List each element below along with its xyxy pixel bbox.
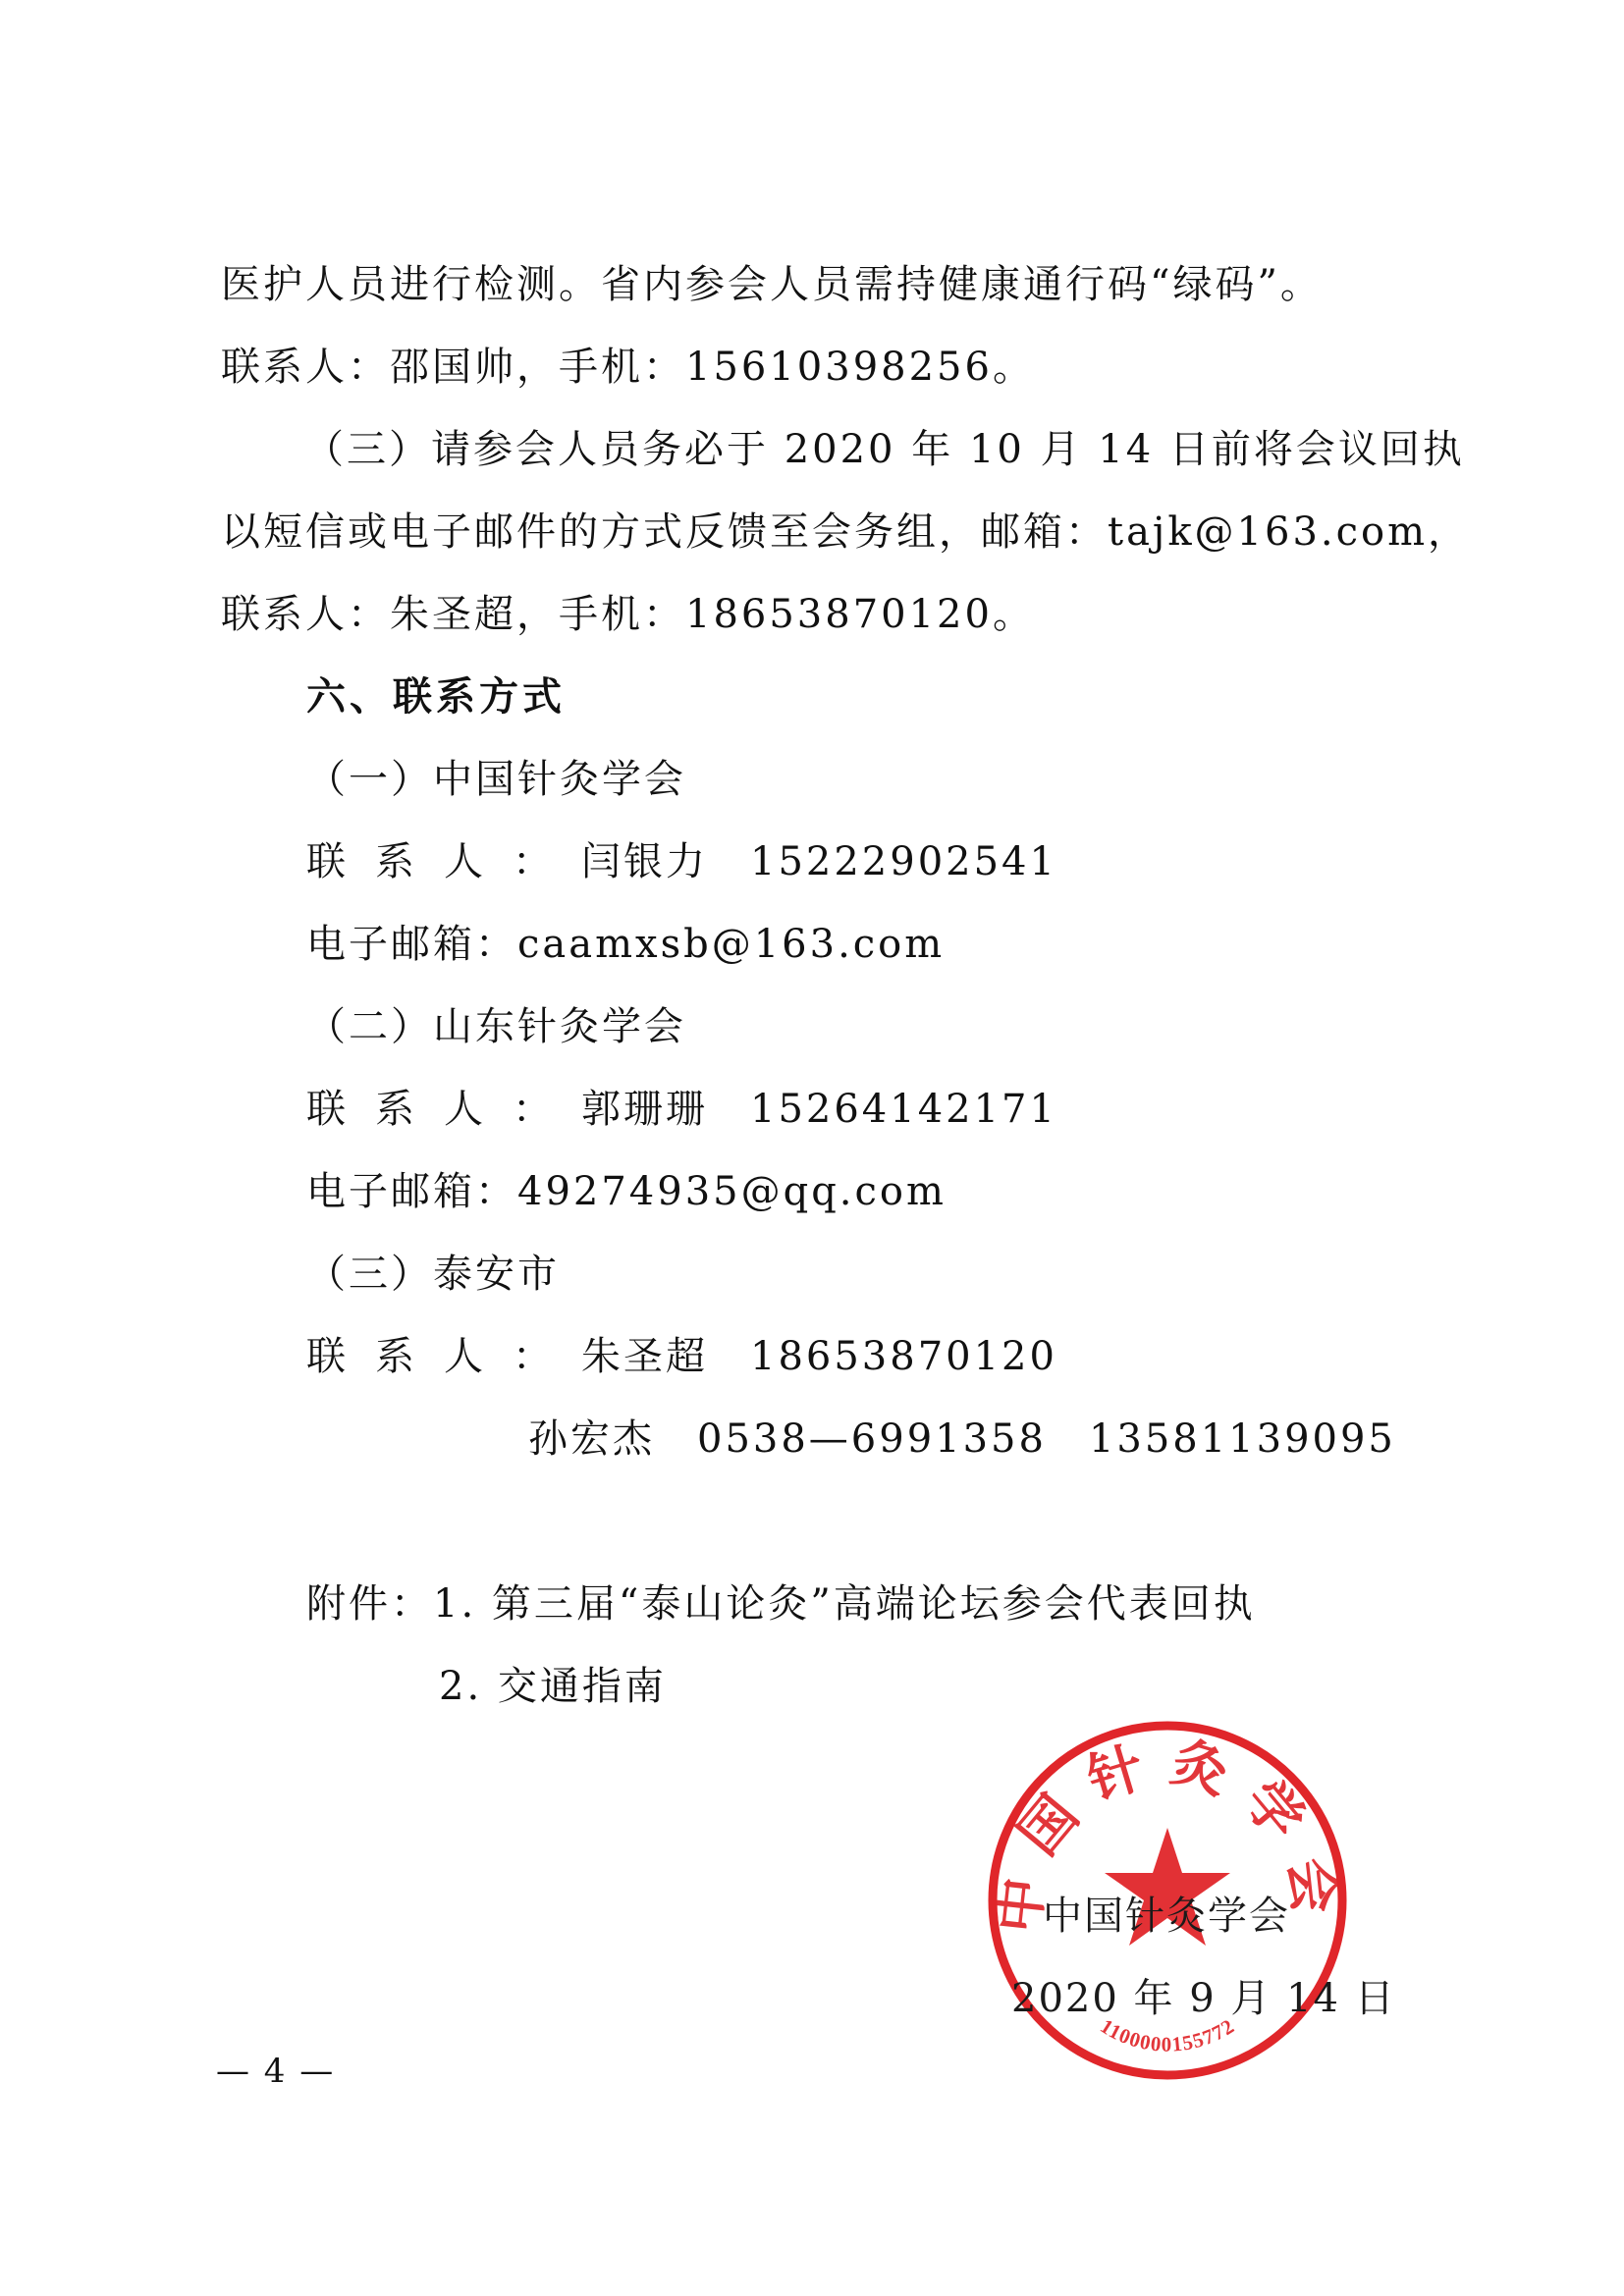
signature-date: 2020 年 9 月 14 日 [1011, 1976, 1396, 2021]
signature-org: 中国针灸学会 [1043, 1894, 1290, 1939]
org1-email-label: 电子邮箱： [306, 922, 517, 967]
org2-email-label: 电子邮箱： [306, 1169, 517, 1214]
org2-title: （二）山东针灸学会 [306, 1004, 686, 1049]
body-paragraph-2-line-2: 以短信或电子邮件的方式反馈至会务组，邮箱：tajk@163.com， [221, 509, 1471, 555]
attachments-label: 附件： [306, 1581, 433, 1627]
seal-number-path: 1100000155772 [1096, 2013, 1239, 2056]
body-paragraph-2-line-1: （三）请参会人员务必于 2020 年 10 月 14 日前将会议回执 [304, 427, 1465, 472]
org3-contact-value-2: 孙宏杰 0538—6991358 13581139095 [528, 1416, 1396, 1462]
org2-contact-value: 郭珊珊 15264142171 [581, 1087, 1057, 1132]
seal-arc-text-path: 中国针灸学会 [985, 1729, 1350, 1937]
org1-contact-value: 闫银力 15222902541 [581, 839, 1057, 884]
org1-title: （一）中国针灸学会 [306, 757, 686, 802]
page-number: — 4 — [216, 2052, 336, 2091]
org1-email-row [306, 917, 945, 972]
org2-email-row [306, 1164, 947, 1219]
section-heading-contact: 六、联系方式 [306, 673, 566, 720]
org1-contact-row [306, 834, 1057, 889]
body-paragraph-2-line-3: 联系人：朱圣超，手机：18653870120。 [221, 592, 1035, 637]
attachments-row-1 [306, 1576, 1256, 1631]
attachment-item-2: 2. 交通指南 [439, 1664, 667, 1709]
attachment-item-1: 1. 第三届“泰山论灸”高端论坛参会代表回执 [433, 1581, 1256, 1627]
org1-contact-label: 联系人： [306, 839, 581, 884]
org3-contact-value: 朱圣超 18653870120 [581, 1334, 1057, 1379]
org1-email-value: caamxsb@163.com [517, 922, 946, 967]
org2-contact-label: 联系人： [306, 1087, 581, 1132]
org3-contact-row [306, 1329, 1057, 1384]
org2-email-value: 49274935@qq.com [517, 1169, 947, 1214]
body-paragraph-1-line-2: 联系人：邵国帅，手机：15610398256。 [221, 345, 1035, 390]
org3-contact-label: 联系人： [306, 1334, 581, 1379]
body-paragraph-1-line-1: 医护人员进行检测。省内参会人员需持健康通行码“绿码”。 [221, 262, 1323, 307]
org3-title: （三）泰安市 [306, 1252, 560, 1297]
org2-contact-row [306, 1082, 1057, 1137]
